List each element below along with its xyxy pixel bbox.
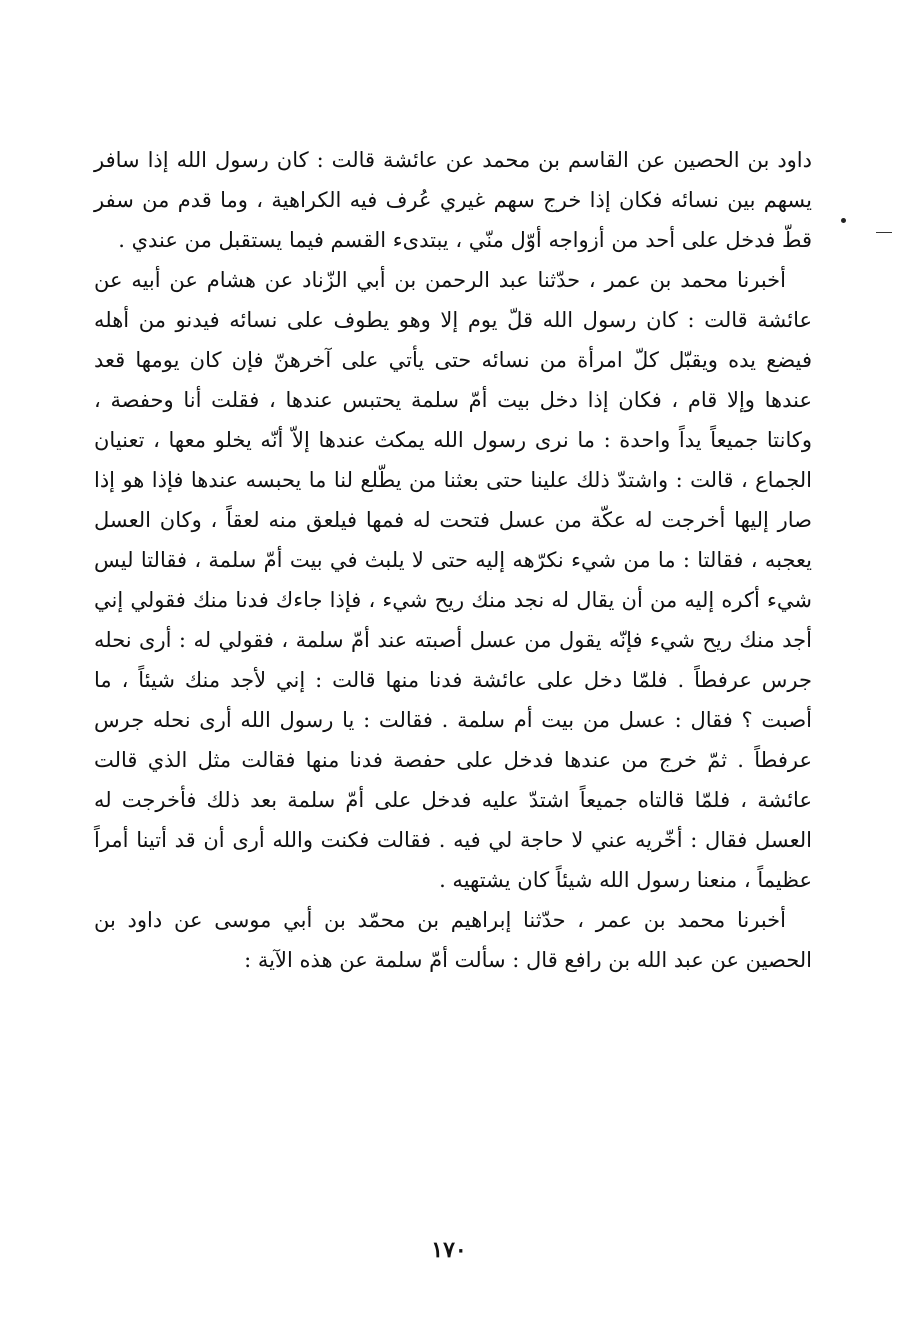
line: أخبرنا محمد بن عمر ، حدّثنا عبد الرحمن بن أبي الزّناد عن هشام bbox=[197, 268, 786, 292]
line: كان يشتهيه . bbox=[439, 868, 550, 892]
line: فيدنو من أهله فيضع يده ويقبّل كلّ امرأة من نسائه حتى يأتي على آخرهنّ bbox=[94, 308, 812, 372]
line: حتى بعثنا من يطّلع لنا ما يحبسه عندها فإذا هو إذا صار إليها أخرجت له bbox=[94, 468, 812, 532]
line: عندها ، فقلت أنا وحفصة ، وكانتا جميعاً يداً واحدة : ما نرى رسول الله bbox=[94, 388, 812, 452]
paragraph-1 bbox=[94, 140, 812, 260]
line: وما قدم من سفر قطّ فدخل على أحد من أزواجه أوّل منّي ، يبتدىء القسم bbox=[94, 188, 812, 252]
body-text bbox=[94, 140, 812, 980]
line: على أمّ سلمة بعد ذلك فأخرجت له العسل فقال : أخّريه عني لا حاجة لي bbox=[94, 788, 812, 852]
line: سافر يسهم بين نسائه فكان إذا خرج سهم غيري عُرف فيه الكراهية ، bbox=[94, 148, 812, 212]
line: أخبرنا محمد بن عمر ، حدّثنا إبراهيم بن محمّد بن أبي موسى عن bbox=[162, 908, 786, 932]
line: فدنا منها فقالت مثل الذي قالت عائشة ، فلمّا قالتاه جميعاً اشتدّ عليه فدخل bbox=[94, 748, 812, 812]
line: يا رسول الله أرى نحله جرس عرفطاً . ثمّ خرج من عندها فدخل على حفصة bbox=[94, 708, 812, 772]
line: أكره إليه من أن يقال له نجد منك ريح شيء ، فإذا جاءك فدنا منك فقولي bbox=[123, 588, 760, 612]
line: داود بن الحصين عن عبد الله بن رافع قال : سألت أمّ سلمة عن هذه الآية : bbox=[94, 908, 812, 972]
scan-edge-mark bbox=[876, 232, 892, 233]
line: لأجد منك شيئاً ، ما أصبت ؟ فقال : عسل من بيت أم سلمة . فقالت : bbox=[94, 668, 812, 732]
line: داود بن الحصين عن القاسم بن محمد عن عائشة قالت : كان رسول الله إذا bbox=[139, 148, 812, 172]
line: له : أرى نحله جرس عرفطاً . فلمّا دخل على عائشة فدنا منها قالت : إني bbox=[94, 628, 813, 692]
line: يمكث عندها إلاّ أنّه يخلو معها ، تعنيان الجماع ، قالت : واشتدّ ذلك علينا bbox=[94, 428, 812, 492]
paragraph-3 bbox=[94, 900, 812, 980]
line: عكّة من عسل فتحت له فمها فيلعق منه لعقاً ، وكان العسل يعجبه ، فقالتا : bbox=[94, 508, 812, 572]
scan-speck bbox=[841, 218, 846, 223]
page-number: ١٧٠ bbox=[431, 1237, 467, 1263]
line: فيما يستقبل من عندي . bbox=[118, 228, 324, 252]
paragraph-2 bbox=[94, 260, 812, 900]
line: عن أبيه عن عائشة قالت : كان رسول الله قلّ يوم إلا وهو يطوف على نسائه bbox=[94, 268, 813, 332]
line: فإن كان يومها قعد عندها وإلا قام ، فكان إذا دخل بيت أمّ سلمة يحتبس bbox=[94, 348, 812, 412]
line: ما من شيء نكرّهه إليه حتى لا يلبث في بيت أمّ سلمة ، فقالتا ليس شيء bbox=[94, 548, 813, 612]
line: إني أجد منك ريح شيء فإنّه يقول من عسل أصبته عند أمّ سلمة ، فقولي bbox=[94, 588, 812, 652]
line: فيه . فقالت فكنت والله أرى أن قد أتينا أمراً عظيماً ، منعنا رسول الله شيئاً bbox=[94, 828, 812, 892]
